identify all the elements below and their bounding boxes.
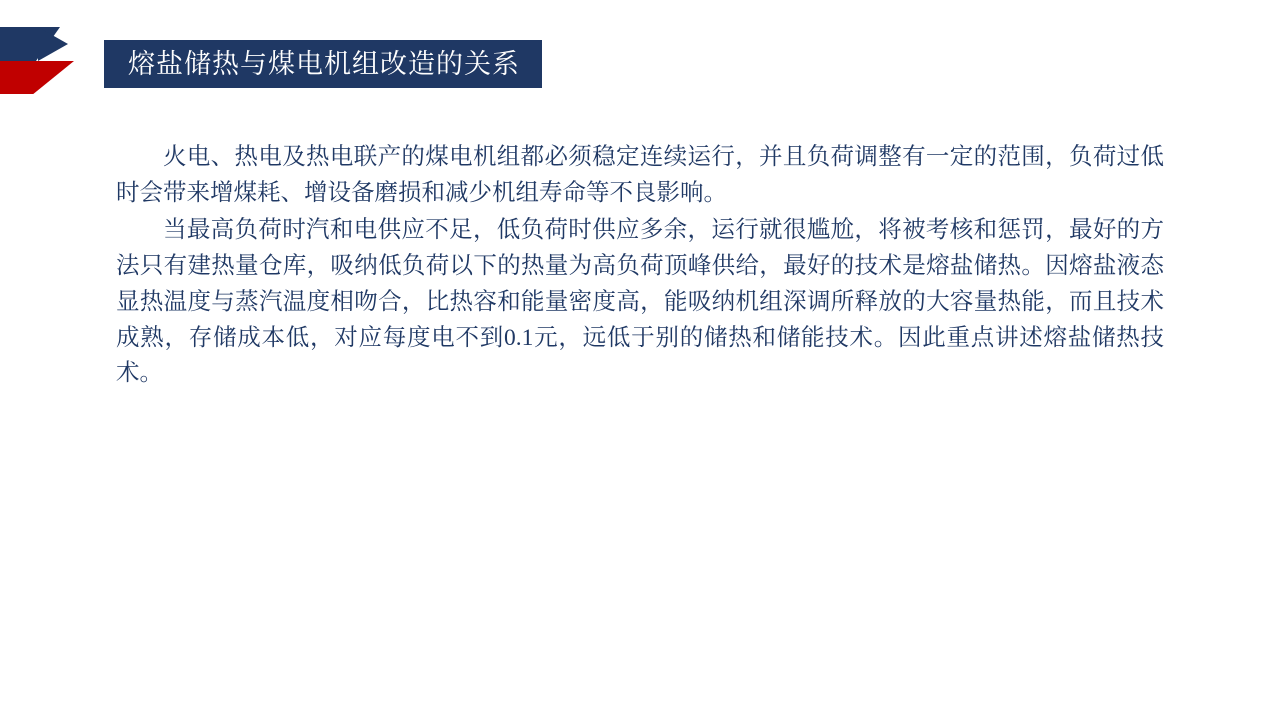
- red-band-shape: [0, 61, 74, 94]
- body-paragraph: 当最高负荷时汽和电供应不足，低负荷时供应多余，运行就很尴尬，将被考核和惩罚，最好的方法只有建热量仓库，吸纳低负荷以下的热量为高负荷顶峰供给，最好的技术是熔盐储热。因熔盐液态显热温度与蒸汽温度相吻合，比热容和能量密度高，能吸纳机组深调所释放的大容量热能，而且技术成熟，存储成本低，对应每度电不到0.1元，远低于别的储热和储能技术。因此重点讲述熔盐储热技术。: [116, 217, 1164, 387]
- corner-decoration: [0, 27, 96, 99]
- slide-title: 熔盐储热与煤电机组改造的关系: [128, 48, 520, 79]
- slide-title-bar: [104, 40, 542, 88]
- body-paragraph: 火电、热电及热电联产的煤电机组都必须稳定连续运行，并且负荷调整有一定的范围，负荷过低时会带来增煤耗、增设备磨损和减少机组寿命等不良影响。: [116, 144, 1164, 206]
- slide-body: [116, 140, 1164, 394]
